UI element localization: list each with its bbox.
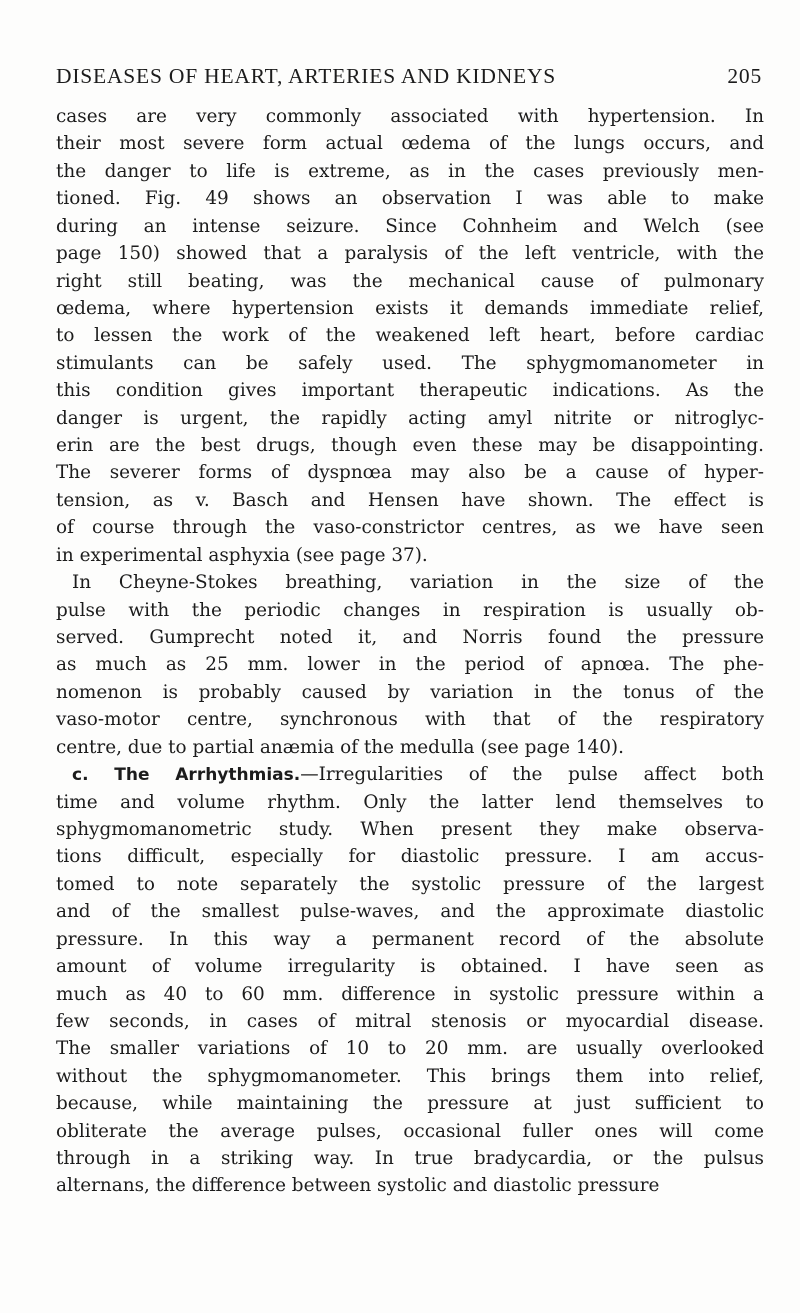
text-line [56,843,764,870]
line-text: right still beating, was the mechanical cause of pulmonary [56,270,764,292]
line-text: because, while maintaining the pressure at just sufficient to [56,1093,764,1115]
text-line [56,898,764,925]
paragraph [56,761,764,1200]
text-line [56,213,764,240]
text-line [56,651,764,678]
line-text: The severer forms of dyspnœa may also be a cause of hyper- [56,462,764,484]
text-line [56,1172,764,1199]
line-text: page 150) showed that a paralysis of the left ventricle, with the [56,243,764,265]
text-line [56,816,764,843]
text-line [56,158,764,185]
line-text: amount of volume irregularity is obtained. I have seen as [56,956,764,978]
line-text: of course through the vaso-constrictor centres, as we have seen [56,517,764,539]
body-text [56,103,764,1200]
line-text: erin are the best drugs, though even these may be disappointing. [56,435,764,457]
line-text: their most severe form actual œdema of the lungs occurs, and [56,133,764,155]
section-heading: c. The Arrhythmias. [72,765,301,786]
paragraph [56,103,764,569]
text-line [56,761,764,788]
text-line [56,487,764,514]
text-line [56,871,764,898]
page-number: 205 [727,64,762,88]
text-line [56,1008,764,1035]
text-line [56,679,764,706]
text-line [56,569,764,596]
line-text: vaso-motor centre, synchronous with that of the respiratory [56,709,764,731]
line-text: stimulants can be safely used. The sphygmomanometer in [56,352,764,374]
line-text: as much as 25 mm. lower in the period of apnœa. The phe- [56,654,764,676]
text-line [56,268,764,295]
text-line [56,459,764,486]
running-head-title: DISEASES OF HEART, ARTERIES AND KIDNEYS [56,64,557,88]
text-line [56,981,764,1008]
line-text: served. Gumprecht noted it, and Norris found the pressure [56,627,764,649]
line-text: without the sphygmomanometer. This brings them into relief, [56,1065,764,1087]
line-text: œdema, where hypertension exists it demands immediate relief, [56,297,764,319]
line-text: tioned. Fig. 49 shows an observation I was able to make [56,188,764,210]
text-line [56,1035,764,1062]
line-text: this condition gives important therapeutic indications. As the [56,380,764,402]
line-text: tomed to note separately the systolic pressure of the largest [56,873,764,895]
line-text: tions difficult, especially for diastolic pressure. I am accus- [56,846,764,868]
line-text: in experimental asphyxia (see page 37). [56,544,428,566]
line-text: to lessen the work of the weakened left heart, before cardiac [56,325,764,347]
running-head [56,64,762,94]
line-text: through in a striking way. In true bradycardia, or the pulsus [56,1148,764,1170]
text-line [56,377,764,404]
text-line [56,240,764,267]
line-text: sphygmomanometric study. When present they make observa- [56,818,764,840]
text-line [56,734,764,761]
text-line [56,322,764,349]
line-text: nomenon is probably caused by variation in the tonus of the [56,681,764,703]
line-text: pulse with the periodic changes in respiration is usually ob- [56,599,764,621]
text-line [56,624,764,651]
text-line [56,103,764,130]
text-line [56,405,764,432]
text-line [56,789,764,816]
line-text: few seconds, in cases of mitral stenosis or myocardial disease. [56,1010,764,1032]
line-text: centre, due to partial anæmia of the medulla (see page 140). [56,736,624,758]
line-text: cases are very commonly associated with hypertension. In [56,106,764,127]
text-line [56,542,764,569]
text-line [56,514,764,541]
line-text: In Cheyne-Stokes breathing, variation in the size of the [72,572,764,594]
line-text: alternans, the difference between systolic and diastolic pressure [56,1175,660,1197]
text-line [56,1090,764,1117]
text-line [56,1063,764,1090]
text-line [56,350,764,377]
line-text: pressure. In this way a permanent record of the absolute [56,928,764,950]
text-line [56,926,764,953]
text-line [56,130,764,157]
text-line [56,1118,764,1145]
text-line [56,185,764,212]
text-line [56,597,764,624]
line-text: danger is urgent, the rapidly acting amyl nitrite or nitroglyc- [56,407,764,429]
text-line [56,706,764,733]
line-text: tension, as v. Basch and Hensen have shown. The effect is [56,489,764,511]
line-text: and of the smallest pulse-waves, and the approximate diastolic [56,901,764,923]
line-text: The smaller variations of 10 to 20 mm. are usually overlooked [56,1038,764,1060]
line-text: obliterate the average pulses, occasional fuller ones will come [56,1120,764,1142]
line-text: time and volume rhythm. Only the latter lend themselves to [56,791,764,813]
paragraph [56,569,764,761]
text-line [56,953,764,980]
line-text: the danger to life is extreme, as in the cases previously men- [56,160,764,182]
line-text: during an intense seizure. Since Cohnheim and Welch (see [56,215,764,237]
text-line [56,1145,764,1172]
text-line [56,295,764,322]
line-text: much as 40 to 60 mm. difference in systolic pressure within a [56,983,764,1005]
line-text: —Irregularities of the pulse affect both [300,764,764,786]
text-line [56,432,764,459]
